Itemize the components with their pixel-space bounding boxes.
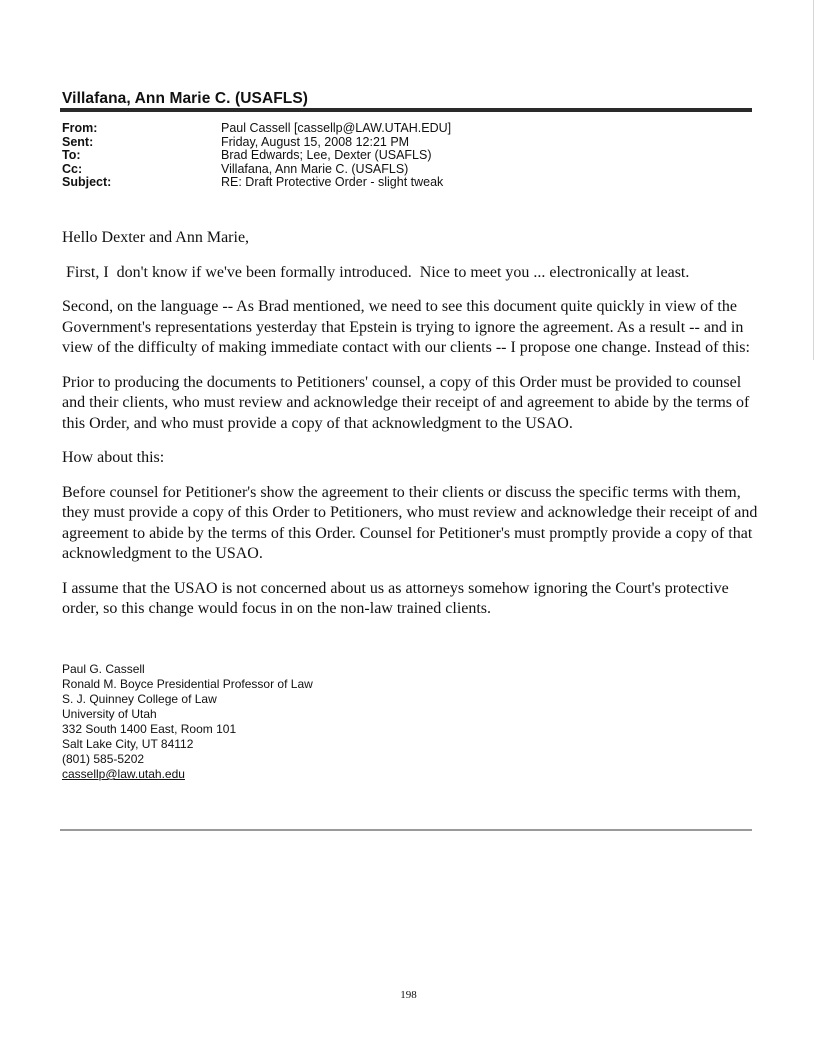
signature-address-line2: Salt Lake City, UT 84112: [62, 737, 194, 751]
mailbox-owner-name: Villafana, Ann Marie C. (USAFLS): [62, 90, 309, 107]
signature-email-link[interactable]: cassellp@law.utah.edu: [62, 767, 185, 781]
header-row-sent: [62, 136, 451, 150]
header-label-sent: Sent:: [62, 134, 94, 149]
header-row-to: [62, 149, 451, 163]
body-paragraph-closing: I assume that the USAO is not concerned about us as attorneys somehow ignoring the Court's protective order, so this change would focus in on the non-law trained clients.: [62, 579, 729, 617]
email-greeting: Hello Dexter and Ann Marie,: [62, 229, 250, 246]
header-value-cc: Villafana, Ann Marie C. (USAFLS): [221, 161, 409, 176]
page-edge-line: [813, 0, 814, 360]
body-paragraph-language: Second, on the language -- As Brad mentioned, we need to see this document quite quickly in view of the Government's representations yesterday that Epstein is trying to ignore the agreement. As a result -- and in view of the difficulty of making immediate contact with our clients -- I propose one change. Instead of this:: [62, 298, 750, 356]
footer-divider: [60, 829, 752, 831]
page-number: 198: [400, 989, 417, 1001]
signature-school: S. J. Quinney College of Law: [62, 692, 217, 706]
signature-university: University of Utah: [62, 707, 157, 721]
signature-address-line1: 332 South 1400 East, Room 101: [62, 722, 237, 736]
body-paragraph-original-text: Prior to producing the documents to Petitioners' counsel, a copy of this Order must be provided to counsel and their clients, who must review and acknowledge their receipt of and agreement to abide by the terms of this Order, and who must provide a copy of that acknowledgment to the USAO.: [62, 373, 750, 432]
body-paragraph-proposed-text: Before counsel for Petitioner's show the agreement to their clients or discuss the specific terms with them, they must provide a copy of this Order to Petitioners, who must review and acknowledge their receipt of and agreement to abide by the terms of this Order. Counsel for Petitioner's must promptly provide a copy of that acknowledgment to the USAO.: [62, 483, 758, 562]
signature-phone: (801) 585-5202: [62, 752, 145, 766]
header-row-from: [62, 122, 451, 136]
header-row-subject: [62, 176, 451, 190]
header-label-cc: Cc:: [62, 161, 83, 176]
header-row-cc: [62, 163, 451, 177]
header-value-to: Brad Edwards; Lee, Dexter (USAFLS): [221, 148, 432, 163]
header-value-from: Paul Cassell [cassellp@LAW.UTAH.EDU]: [221, 121, 452, 135]
header-value-sent: Friday, August 15, 2008 12:21 PM: [221, 134, 410, 149]
email-header-table: [62, 122, 451, 190]
header-divider: [60, 108, 752, 112]
header-label-to: To:: [62, 148, 81, 163]
email-signature: [62, 662, 313, 782]
header-value-subject: RE: Draft Protective Order - slight tweak: [221, 175, 444, 190]
header-label-subject: Subject:: [62, 175, 112, 190]
body-paragraph-intro: First, I don't know if we've been formally introduced. Nice to meet you ... electronically at least.: [62, 263, 690, 281]
signature-name: Paul G. Cassell: [62, 662, 145, 676]
email-body: [62, 228, 762, 634]
header-label-from: From:: [62, 121, 98, 135]
signature-title: Ronald M. Boyce Presidential Professor of Law: [62, 677, 313, 691]
body-paragraph-question: How about this:: [62, 449, 165, 466]
